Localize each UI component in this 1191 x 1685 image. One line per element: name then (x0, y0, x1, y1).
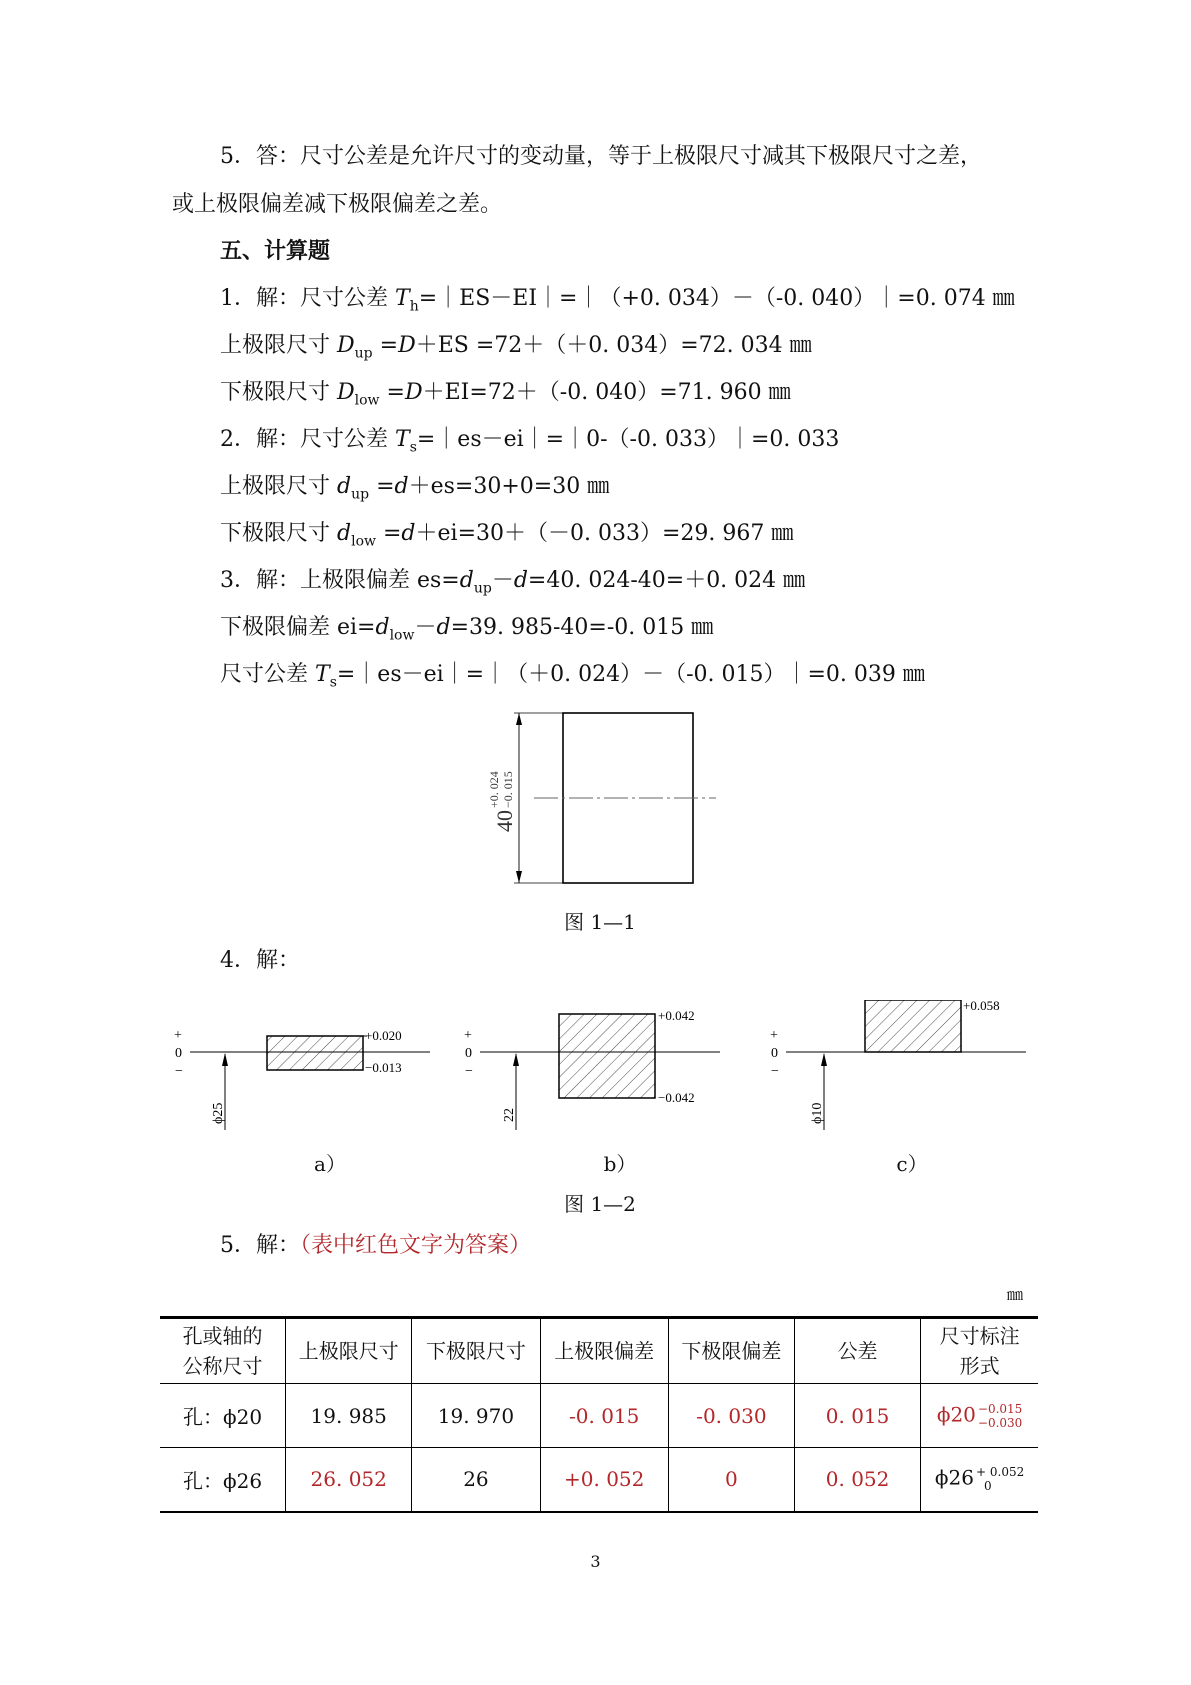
basic-size-label: ϕ25 (211, 1102, 226, 1124)
q2-line2: 上极限尺寸 $d_{up} =d+es=30+0=30$ ㎜ (220, 474, 610, 503)
table-header-row (160, 1318, 1038, 1384)
basic-size-label: 22 (502, 1108, 517, 1122)
figure-1-2c (764, 1000, 1034, 1140)
cell-lower-dev: -0. 030 (668, 1384, 794, 1448)
cell-lower-dev: 0 (668, 1448, 794, 1512)
section-title: 五、计算题 (220, 239, 331, 264)
tolerance-zone (267, 1036, 363, 1070)
table-row (160, 1384, 1038, 1448)
q2-line3: 下极限尺寸 $d_{low} =d+ei=30+(-0$. 033）=29. 967 ㎜ (220, 521, 794, 550)
cell-marking: ϕ20 −0.015 −0.030 (921, 1384, 1038, 1448)
plus-sign: + (174, 1028, 182, 1043)
unit-label: ㎜ (1006, 1285, 1023, 1304)
figure-1-2a-label: a） (314, 1152, 346, 1176)
cell-upper-dev: -0. 015 (540, 1384, 668, 1448)
cell-name: 孔：ϕ20 (160, 1384, 286, 1448)
cell-name: 孔：ϕ26 (160, 1448, 286, 1512)
dim-lower: −0. 015 (501, 771, 515, 808)
cell-lower-size: 26 (412, 1448, 540, 1512)
header-upper-size: 上极限尺寸 (286, 1318, 412, 1384)
page-number: 3 (590, 1552, 601, 1571)
q5-note: （表中红色文字为答案） (300, 1233, 532, 1258)
tolerance-zone (865, 1000, 961, 1052)
plus-sign: + (770, 1028, 778, 1043)
minus-sign: − (465, 1064, 473, 1079)
zero-sign: 0 (465, 1046, 472, 1061)
cell-upper-size: 26. 052 (286, 1448, 412, 1512)
q5-line (220, 1231, 531, 1261)
figure-1-2b-label: b） (603, 1152, 637, 1176)
header-upper-dev: 上极限偏差 (540, 1318, 668, 1384)
header-marking: 尺寸标注 形式 (921, 1318, 1038, 1384)
q2-line1: 2．解：尺寸公差 $T_s=|es-ei|=|0-(-0$. 033）｜=0. 033 (220, 427, 840, 456)
figure-1-2c-label: c） (896, 1152, 928, 1176)
answer5-line2: 或上极限偏差减下极限偏差之差。 (172, 192, 503, 217)
figure-1-1-caption: 图 1—1 (564, 910, 636, 934)
q3-line1: 3．解：上极限偏差 $es=d_{up}-d=40$. 024-40=＋0. 024 ㎜ (220, 568, 806, 597)
dim-upper: +0. 024 (487, 771, 501, 808)
minus-sign: − (175, 1064, 183, 1079)
figure-1-2-caption: 图 1—2 (564, 1192, 636, 1216)
cell-tolerance: 0. 015 (794, 1384, 920, 1448)
upper-deviation: +0.058 (963, 1000, 1000, 1013)
dimension-arrow-bottom (516, 871, 522, 883)
dim-base: 40 (492, 810, 517, 832)
zero-sign: 0 (771, 1046, 778, 1061)
upper-deviation: +0.042 (658, 1008, 695, 1023)
figure-1-2a (168, 1000, 438, 1140)
answer5-line1: 5．答：尺寸公差是允许尺寸的变动量，等于上极限尺寸减其下极限尺寸之差， (220, 144, 982, 169)
zero-sign: 0 (175, 1046, 182, 1061)
basic-size-arrow (222, 1053, 228, 1066)
basic-size-arrow (513, 1053, 519, 1066)
dimension-arrow-top (516, 713, 522, 725)
q1-line1: 1．解：尺寸公差 $T_h=|ES-EI|=|(+0$. 034）－（-0. 040）｜=0. 074 ㎜ (220, 286, 1015, 315)
q3-line3: 尺寸公差 $T_s=|es-ei|=|(+0$. 024）－（-0. 015）｜=0. 039 ㎜ (220, 662, 925, 691)
header-nominal: 孔或轴的 公称尺寸 (160, 1318, 286, 1384)
q1-line3: 下极限尺寸 $D_{low} =D+EI=72+(-0$. 040）=71. 960 ㎜ (220, 380, 791, 409)
plus-sign: + (464, 1028, 472, 1043)
q4-label: 4．解： (220, 948, 300, 973)
cell-upper-dev: +0. 052 (540, 1448, 668, 1512)
figure-1-2b (458, 1000, 728, 1140)
cell-marking: ϕ26 + 0.052 0 (921, 1448, 1038, 1512)
table-row (160, 1448, 1038, 1512)
tolerance-zone (559, 1014, 655, 1098)
minus-sign: − (771, 1064, 779, 1079)
basic-size-arrow (821, 1053, 827, 1066)
header-tolerance: 公差 (794, 1318, 920, 1384)
lower-deviation: −0.013 (365, 1060, 402, 1075)
header-lower-size: 下极限尺寸 (412, 1318, 540, 1384)
tolerance-table (160, 1316, 1038, 1513)
q3-line2: 下极限偏差 $ei=d_{low}-d=39$. 985-40=-0. 015 ㎜ (220, 615, 714, 644)
q5-label: 5．解： (220, 1233, 300, 1258)
header-lower-dev: 下极限偏差 (668, 1318, 794, 1384)
figure-1-1 (470, 705, 730, 895)
q1-line2: 上极限尺寸 $D_{up} =D+ES =72+(+0$. 034）=72. 034 ㎜ (220, 333, 812, 362)
cell-tolerance: 0. 052 (794, 1448, 920, 1512)
upper-deviation: +0.020 (365, 1028, 402, 1043)
cell-upper-size: 19. 985 (286, 1384, 412, 1448)
basic-size-label: ϕ10 (810, 1102, 825, 1124)
lower-deviation: −0.042 (658, 1090, 695, 1105)
cell-lower-size: 19. 970 (412, 1384, 540, 1448)
